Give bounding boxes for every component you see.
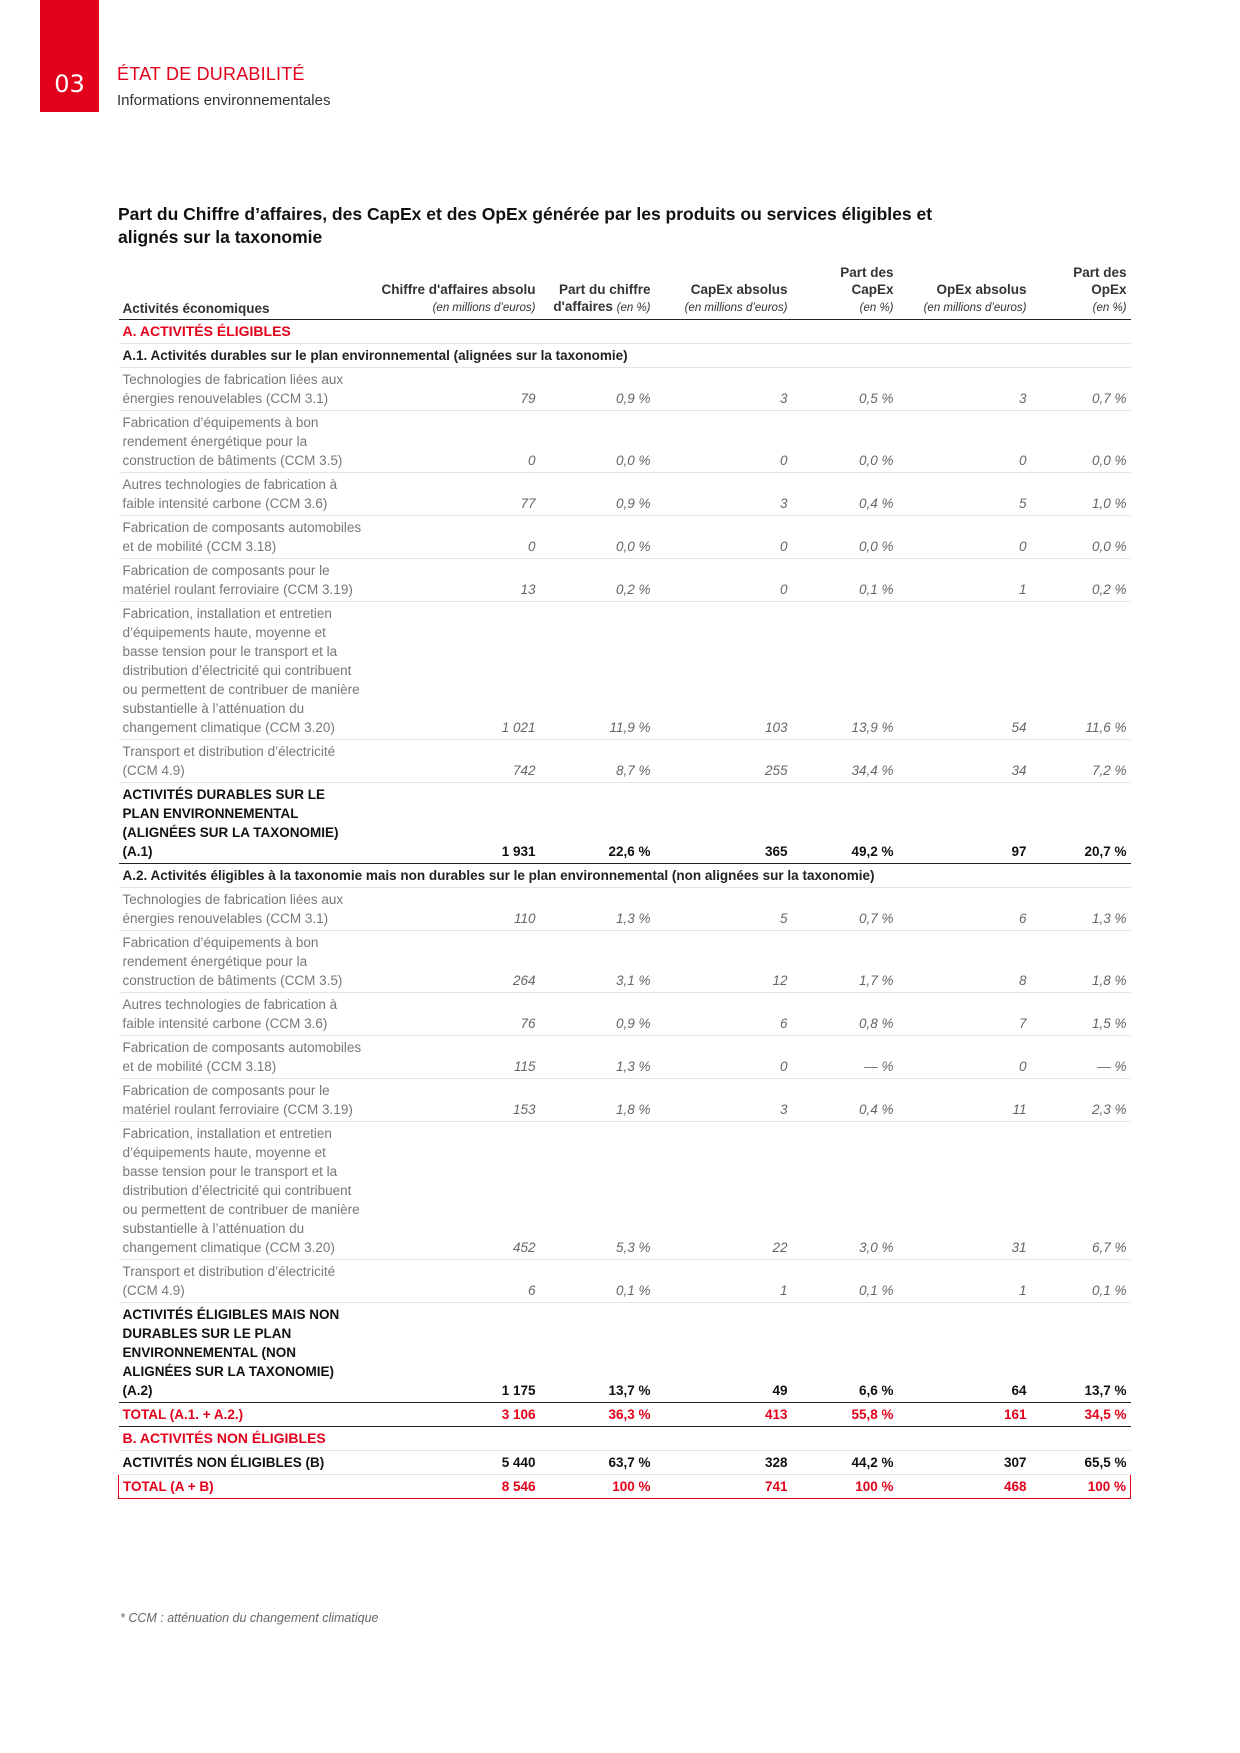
table-row-sec: [119, 320, 1131, 344]
cell-value: 13,7 %: [1031, 1303, 1131, 1403]
row-label: TOTAL (A.1. + A.2.): [119, 1403, 369, 1427]
cell-value: 0,0 %: [1031, 516, 1131, 559]
cell-value: 76: [369, 993, 540, 1036]
row-label: Autres technologies de fabrication à faible intensité carbone (CCM 3.6): [119, 473, 369, 516]
cell-value: 0,4 %: [792, 473, 898, 516]
row-label: Fabrication d’équipements à bon rendement énergétique pour la construction de bâtiments (CCM 3.5): [119, 411, 369, 473]
cell-value: 0,9 %: [540, 473, 655, 516]
cell-value: 7,2 %: [1031, 740, 1131, 783]
cell-value: 0,0 %: [792, 516, 898, 559]
cell-value: 1,5 %: [1031, 993, 1131, 1036]
cell-value: 3 106: [369, 1403, 540, 1427]
column-header: Part des OpEx (en %): [1031, 262, 1131, 320]
column-header: Activités économiques: [119, 262, 369, 320]
cell-value: 0,0 %: [1031, 411, 1131, 473]
cell-value: 741: [655, 1475, 792, 1499]
row-label: ACTIVITÉS NON ÉLIGIBLES (B): [119, 1451, 369, 1475]
cell-value: 8 546: [369, 1475, 540, 1499]
cell-value: 36,3 %: [540, 1403, 655, 1427]
cell-value: 34,5 %: [1031, 1403, 1131, 1427]
cell-value: 5,3 %: [540, 1122, 655, 1260]
row-label: A.2. Activités éligibles à la taxonomie mais non durables sur le plan environnemental (non alignées sur la taxonomie): [119, 864, 1131, 888]
cell-value: 1,3 %: [1031, 888, 1131, 931]
table-row-data: [119, 602, 1131, 740]
row-label: TOTAL (A + B): [119, 1475, 369, 1499]
cell-value: 6,6 %: [792, 1303, 898, 1403]
taxonomy-table-container: [118, 262, 1130, 1499]
table-row-data: [119, 1036, 1131, 1079]
column-header: Part du chiffre d'affaires (en %): [540, 262, 655, 320]
cell-value: 110: [369, 888, 540, 931]
cell-value: 0: [369, 516, 540, 559]
table-row-data: [119, 473, 1131, 516]
row-label: Transport et distribution d’électricité (CCM 4.9): [119, 1260, 369, 1303]
cell-value: 1 175: [369, 1303, 540, 1403]
cell-value: 0,7 %: [1031, 368, 1131, 411]
cell-value: 2,3 %: [1031, 1079, 1131, 1122]
cell-value: 452: [369, 1122, 540, 1260]
row-label: Fabrication, installation et entretien d’équipements haute, moyenne et basse tension pour le transport et la distribution d’électricité qui contribuent ou permettent de contribuer de manière substantielle à l’atténuation du changement climatique (CCM 3.20): [119, 602, 369, 740]
row-label: ACTIVITÉS ÉLIGIBLES MAIS NON DURABLES SUR LE PLAN ENVIRONNEMENTAL (NON ALIGNÉES SUR LA TAXONOMIE) (A.2): [119, 1303, 369, 1403]
cell-value: 3: [655, 1079, 792, 1122]
cell-value: 413: [655, 1403, 792, 1427]
row-label: ACTIVITÉS DURABLES SUR LE PLAN ENVIRONNEMENTAL (ALIGNÉES SUR LA TAXONOMIE) (A.1): [119, 783, 369, 864]
chapter-number: 03: [54, 70, 85, 98]
cell-value: 307: [898, 1451, 1031, 1475]
row-label: Fabrication de composants pour le matériel roulant ferroviaire (CCM 3.19): [119, 1079, 369, 1122]
cell-value: 0: [369, 411, 540, 473]
cell-value: 115: [369, 1036, 540, 1079]
cell-value: 1 931: [369, 783, 540, 864]
cell-value: 63,7 %: [540, 1451, 655, 1475]
table-row-data: [119, 516, 1131, 559]
cell-value: 3: [655, 368, 792, 411]
row-label: Technologies de fabrication liées aux énergies renouvelables (CCM 3.1): [119, 888, 369, 931]
column-header: Chiffre d'affaires absolu (en millions d’euros): [369, 262, 540, 320]
table-row-sub: [119, 864, 1131, 888]
cell-value: 0: [898, 1036, 1031, 1079]
table-body: [119, 320, 1131, 1499]
cell-value: 0,0 %: [540, 411, 655, 473]
cell-value: 13: [369, 559, 540, 602]
cell-value: 255: [655, 740, 792, 783]
column-header: CapEx absolus (en millions d’euros): [655, 262, 792, 320]
cell-value: 365: [655, 783, 792, 864]
cell-value: 11: [898, 1079, 1031, 1122]
cell-value: 1: [655, 1260, 792, 1303]
cell-value: 100 %: [1031, 1475, 1131, 1499]
table-row-nonel: [119, 1451, 1131, 1475]
column-header: Part des CapEx (en %): [792, 262, 898, 320]
footnote: * CCM : atténuation du changement climatique: [120, 1611, 379, 1625]
cell-value: 65,5 %: [1031, 1451, 1131, 1475]
cell-value: 8,7 %: [540, 740, 655, 783]
cell-value: 0: [898, 411, 1031, 473]
table-row-total-red: [119, 1403, 1131, 1427]
row-label: Fabrication d’équipements à bon rendement énergétique pour la construction de bâtiments (CCM 3.5): [119, 931, 369, 993]
cell-value: 49,2 %: [792, 783, 898, 864]
cell-value: 11,9 %: [540, 602, 655, 740]
table-row-subtotal: [119, 783, 1131, 864]
cell-value: 6: [898, 888, 1031, 931]
cell-value: 3: [655, 473, 792, 516]
row-label: Technologies de fabrication liées aux énergies renouvelables (CCM 3.1): [119, 368, 369, 411]
cell-value: 5: [655, 888, 792, 931]
cell-value: 1,8 %: [1031, 931, 1131, 993]
cell-value: 6: [655, 993, 792, 1036]
cell-value: 0,1 %: [1031, 1260, 1131, 1303]
table-row-data: [119, 931, 1131, 993]
cell-value: 1,0 %: [1031, 473, 1131, 516]
cell-value: 0,8 %: [792, 993, 898, 1036]
cell-value: 97: [898, 783, 1031, 864]
cell-value: 0,0 %: [540, 516, 655, 559]
cell-value: 0,1 %: [792, 1260, 898, 1303]
table-row-data: [119, 559, 1131, 602]
cell-value: 79: [369, 368, 540, 411]
cell-value: 742: [369, 740, 540, 783]
cell-value: 0,9 %: [540, 368, 655, 411]
cell-value: 0: [655, 411, 792, 473]
table-row-grand: [119, 1475, 1131, 1499]
cell-value: 6: [369, 1260, 540, 1303]
cell-value: 100 %: [540, 1475, 655, 1499]
cell-value: 1 021: [369, 602, 540, 740]
cell-value: 264: [369, 931, 540, 993]
table-row-data: [119, 740, 1131, 783]
cell-value: 55,8 %: [792, 1403, 898, 1427]
cell-value: 0: [898, 516, 1031, 559]
cell-value: 0,5 %: [792, 368, 898, 411]
table-row-sec: [119, 1427, 1131, 1451]
cell-value: 1,7 %: [792, 931, 898, 993]
cell-value: 22: [655, 1122, 792, 1260]
row-label: Autres technologies de fabrication à faible intensité carbone (CCM 3.6): [119, 993, 369, 1036]
cell-value: 6,7 %: [1031, 1122, 1131, 1260]
cell-value: 7: [898, 993, 1031, 1036]
cell-value: — %: [792, 1036, 898, 1079]
cell-value: 20,7 %: [1031, 783, 1131, 864]
row-label: Transport et distribution d’électricité (CCM 4.9): [119, 740, 369, 783]
cell-value: 3,0 %: [792, 1122, 898, 1260]
row-label: A.1. Activités durables sur le plan environnemental (alignées sur la taxonomie): [119, 344, 1131, 368]
cell-value: 0,9 %: [540, 993, 655, 1036]
row-label: A. ACTIVITÉS ÉLIGIBLES: [119, 320, 1131, 344]
cell-value: 0,2 %: [540, 559, 655, 602]
table-row-data: [119, 368, 1131, 411]
document-title: Part du Chiffre d’affaires, des CapEx et des OpEx générée par les produits ou services éligibles et alignés sur la taxonomie: [118, 204, 933, 247]
cell-value: 34: [898, 740, 1031, 783]
cell-value: 77: [369, 473, 540, 516]
row-label: Fabrication de composants automobiles et de mobilité (CCM 3.18): [119, 516, 369, 559]
cell-value: 13,7 %: [540, 1303, 655, 1403]
cell-value: 0: [655, 559, 792, 602]
cell-value: 11,6 %: [1031, 602, 1131, 740]
cell-value: 100 %: [792, 1475, 898, 1499]
section-subtitle: Informations environnementales: [117, 92, 331, 109]
row-label: Fabrication de composants automobiles et de mobilité (CCM 3.18): [119, 1036, 369, 1079]
cell-value: 0,7 %: [792, 888, 898, 931]
table-row-data: [119, 888, 1131, 931]
cell-value: 22,6 %: [540, 783, 655, 864]
cell-value: 5 440: [369, 1451, 540, 1475]
cell-value: 12: [655, 931, 792, 993]
cell-value: 3,1 %: [540, 931, 655, 993]
row-label: B. ACTIVITÉS NON ÉLIGIBLES: [119, 1427, 1131, 1451]
cell-value: — %: [1031, 1036, 1131, 1079]
cell-value: 0: [655, 516, 792, 559]
table-header-row: [119, 262, 1131, 320]
table-row-data: [119, 1122, 1131, 1260]
cell-value: 1,3 %: [540, 1036, 655, 1079]
cell-value: 3: [898, 368, 1031, 411]
cell-value: 0,1 %: [540, 1260, 655, 1303]
cell-value: 34,4 %: [792, 740, 898, 783]
row-label: Fabrication de composants pour le matériel roulant ferroviaire (CCM 3.19): [119, 559, 369, 602]
cell-value: 1,3 %: [540, 888, 655, 931]
cell-value: 103: [655, 602, 792, 740]
cell-value: 468: [898, 1475, 1031, 1499]
cell-value: 31: [898, 1122, 1031, 1260]
cell-value: 153: [369, 1079, 540, 1122]
cell-value: 1,8 %: [540, 1079, 655, 1122]
table-row-data: [119, 993, 1131, 1036]
cell-value: 54: [898, 602, 1031, 740]
cell-value: 1: [898, 1260, 1031, 1303]
table-row-data: [119, 1079, 1131, 1122]
cell-value: 5: [898, 473, 1031, 516]
cell-value: 0: [655, 1036, 792, 1079]
cell-value: 0,0 %: [792, 411, 898, 473]
column-header: OpEx absolus (en millions d’euros): [898, 262, 1031, 320]
cell-value: 49: [655, 1303, 792, 1403]
chapter-tab: [40, 0, 99, 112]
cell-value: 0,4 %: [792, 1079, 898, 1122]
cell-value: 64: [898, 1303, 1031, 1403]
table-row-sub: [119, 344, 1131, 368]
table-row-data: [119, 411, 1131, 473]
cell-value: 328: [655, 1451, 792, 1475]
cell-value: 161: [898, 1403, 1031, 1427]
cell-value: 0,1 %: [792, 559, 898, 602]
table-row-data: [119, 1260, 1131, 1303]
taxonomy-table: [118, 262, 1131, 1499]
cell-value: 44,2 %: [792, 1451, 898, 1475]
table-row-subtotal: [119, 1303, 1131, 1403]
cell-value: 13,9 %: [792, 602, 898, 740]
row-label: Fabrication, installation et entretien d’équipements haute, moyenne et basse tension pour le transport et la distribution d’électricité qui contribuent ou permettent de contribuer de manière substantielle à l’atténuation du changement climatique (CCM 3.20): [119, 1122, 369, 1260]
section-title: ÉTAT DE DURABILITÉ: [117, 64, 305, 84]
cell-value: 1: [898, 559, 1031, 602]
cell-value: 0,2 %: [1031, 559, 1131, 602]
cell-value: 8: [898, 931, 1031, 993]
